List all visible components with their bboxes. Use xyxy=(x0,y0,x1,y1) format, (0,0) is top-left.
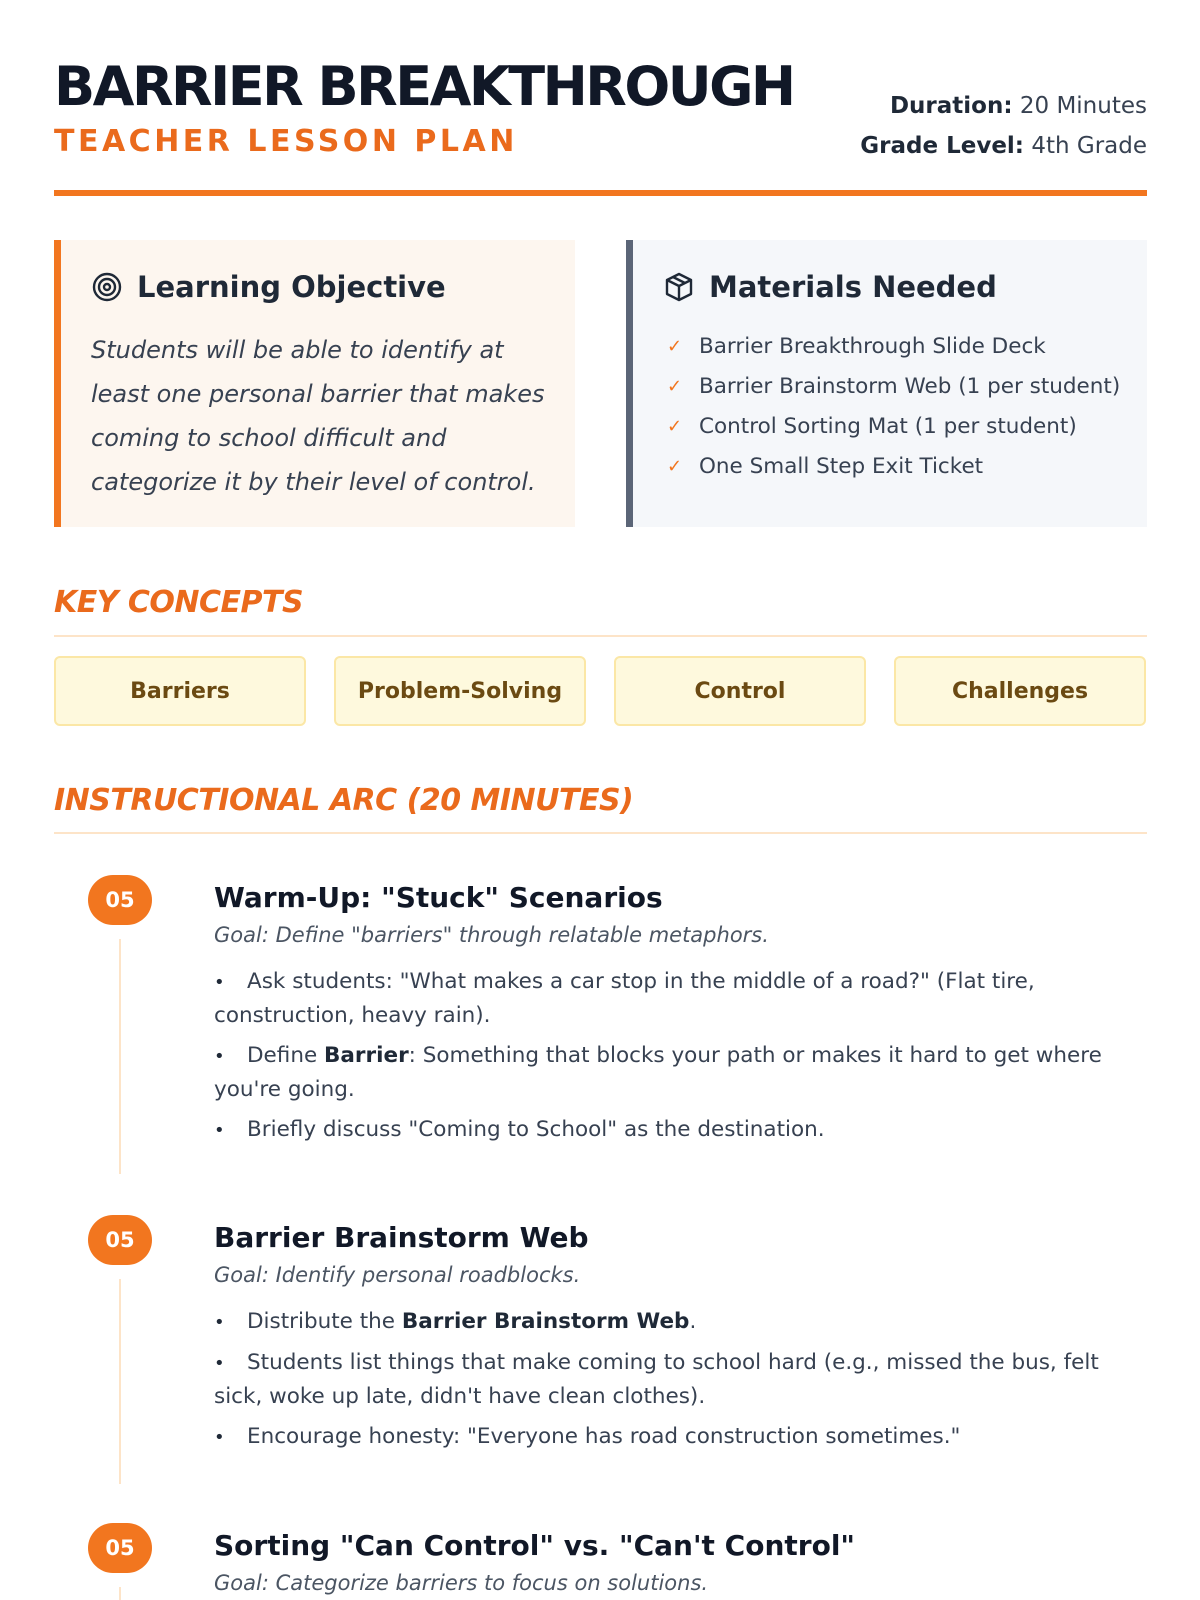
materials-heading xyxy=(663,270,997,304)
page-subtitle: TEACHER LESSON PLAN xyxy=(54,124,518,159)
bullet-icon: • xyxy=(214,1046,225,1067)
step-goal: Goal: Categorize barriers to focus on solutions. xyxy=(214,1571,709,1595)
bullet-icon: • xyxy=(214,1427,225,1448)
lesson-meta xyxy=(860,86,1147,166)
check-icon: ✓ xyxy=(667,415,683,437)
arc-step xyxy=(54,875,1147,1175)
bullet-text: Encourage honesty: "Everyone has road construction sometimes." xyxy=(247,1424,961,1449)
step-goal: Goal: Identify personal roadblocks. xyxy=(214,1263,581,1287)
bullet-bold-term: Barrier Brainstorm Web xyxy=(401,1309,690,1334)
step-title: Warm-Up: "Stuck" Scenarios xyxy=(214,881,663,914)
timeline-line xyxy=(119,939,121,1174)
objective-title: Learning Objective xyxy=(137,270,446,304)
objective-text: Students will be able to identify at least one personal barrier that makes coming to school difficult and categorize it by their level of control. xyxy=(91,336,545,496)
list-item xyxy=(214,965,1147,1032)
concept-chip: Barriers xyxy=(54,656,306,726)
check-icon: ✓ xyxy=(667,335,683,357)
bullet-icon: • xyxy=(214,1353,225,1374)
list-item xyxy=(667,326,1120,366)
duration-row xyxy=(860,86,1147,126)
check-icon: ✓ xyxy=(667,375,683,397)
timeline-line xyxy=(119,1587,121,1600)
step-title: Sorting "Can Control" vs. "Can't Control" xyxy=(214,1529,856,1562)
bullet-icon: • xyxy=(214,1312,225,1333)
list-item xyxy=(214,1420,1147,1454)
list-item xyxy=(667,366,1120,406)
concept-chip: Control xyxy=(614,656,866,726)
step-goal: Goal: Define "barriers" through relatable metaphors. xyxy=(214,923,769,947)
page-title: BARRIER BREAKTHROUGH xyxy=(54,55,794,118)
list-item xyxy=(667,406,1120,446)
arc-step xyxy=(54,1215,1147,1485)
bullet-icon: • xyxy=(214,972,225,993)
materials-list xyxy=(667,326,1120,486)
key-concepts-divider xyxy=(54,635,1147,637)
target-icon xyxy=(91,271,123,303)
duration-value: 20 Minutes xyxy=(1019,93,1147,119)
bullet-icon: • xyxy=(214,1120,225,1141)
materials-card xyxy=(626,240,1147,527)
concept-chip: Challenges xyxy=(894,656,1146,726)
step-title: Barrier Brainstorm Web xyxy=(214,1221,589,1254)
material-label: Control Sorting Mat (1 per student) xyxy=(699,413,1077,439)
list-item xyxy=(667,446,1120,486)
concept-chip: Problem-Solving xyxy=(334,656,586,726)
grade-label: Grade Level: xyxy=(860,133,1025,159)
list-item xyxy=(214,1305,1147,1339)
bullet-text: . xyxy=(689,1309,697,1334)
bullet-text: Students list things that make coming to school hard (e.g., missed the bus, felt sick, woke up late, didn't have clean clothes). xyxy=(214,1350,1099,1409)
grade-row xyxy=(860,126,1147,166)
step-minutes-badge: 05 xyxy=(88,1523,152,1573)
materials-title: Materials Needed xyxy=(709,270,997,304)
step-minutes-badge: 05 xyxy=(88,1215,152,1265)
learning-objective-card xyxy=(54,240,575,527)
check-icon: ✓ xyxy=(667,455,683,477)
key-concepts-list xyxy=(54,656,1147,726)
material-label: Barrier Breakthrough Slide Deck xyxy=(699,333,1046,359)
bullet-text: : Something that blocks your path or makes it hard to get where you're going. xyxy=(214,1043,1102,1102)
grade-value: 4th Grade xyxy=(1031,133,1147,159)
material-label: Barrier Brainstorm Web (1 per student) xyxy=(699,373,1121,399)
instructional-arc-divider xyxy=(54,832,1147,834)
arc-step xyxy=(54,1523,1147,1600)
objective-heading xyxy=(91,270,446,304)
lesson-plan-page xyxy=(54,0,1147,1600)
list-item xyxy=(214,1039,1147,1106)
list-item xyxy=(214,1113,1147,1147)
step-bullets xyxy=(214,1305,1147,1461)
header-divider xyxy=(54,190,1147,196)
step-bullets xyxy=(214,965,1147,1154)
instructional-arc-heading: INSTRUCTIONAL ARC (20 MINUTES) xyxy=(54,783,634,818)
list-item xyxy=(214,1346,1147,1413)
bullet-text: Ask students: "What makes a car stop in the middle of a road?" (Flat tire, construction, heavy rain). xyxy=(214,969,1035,1028)
duration-label: Duration: xyxy=(889,93,1013,119)
material-label: One Small Step Exit Ticket xyxy=(699,453,984,479)
header xyxy=(54,56,1147,196)
timeline-line xyxy=(119,1279,121,1484)
bullet-text: Define xyxy=(247,1043,325,1068)
bullet-bold-term: Barrier xyxy=(324,1043,409,1068)
step-minutes-badge: 05 xyxy=(88,875,152,925)
bullet-text: Distribute the xyxy=(247,1309,402,1334)
bullet-text: Briefly discuss "Coming to School" as the destination. xyxy=(247,1117,825,1142)
box-icon xyxy=(663,271,695,303)
key-concepts-heading: KEY CONCEPTS xyxy=(54,585,304,620)
